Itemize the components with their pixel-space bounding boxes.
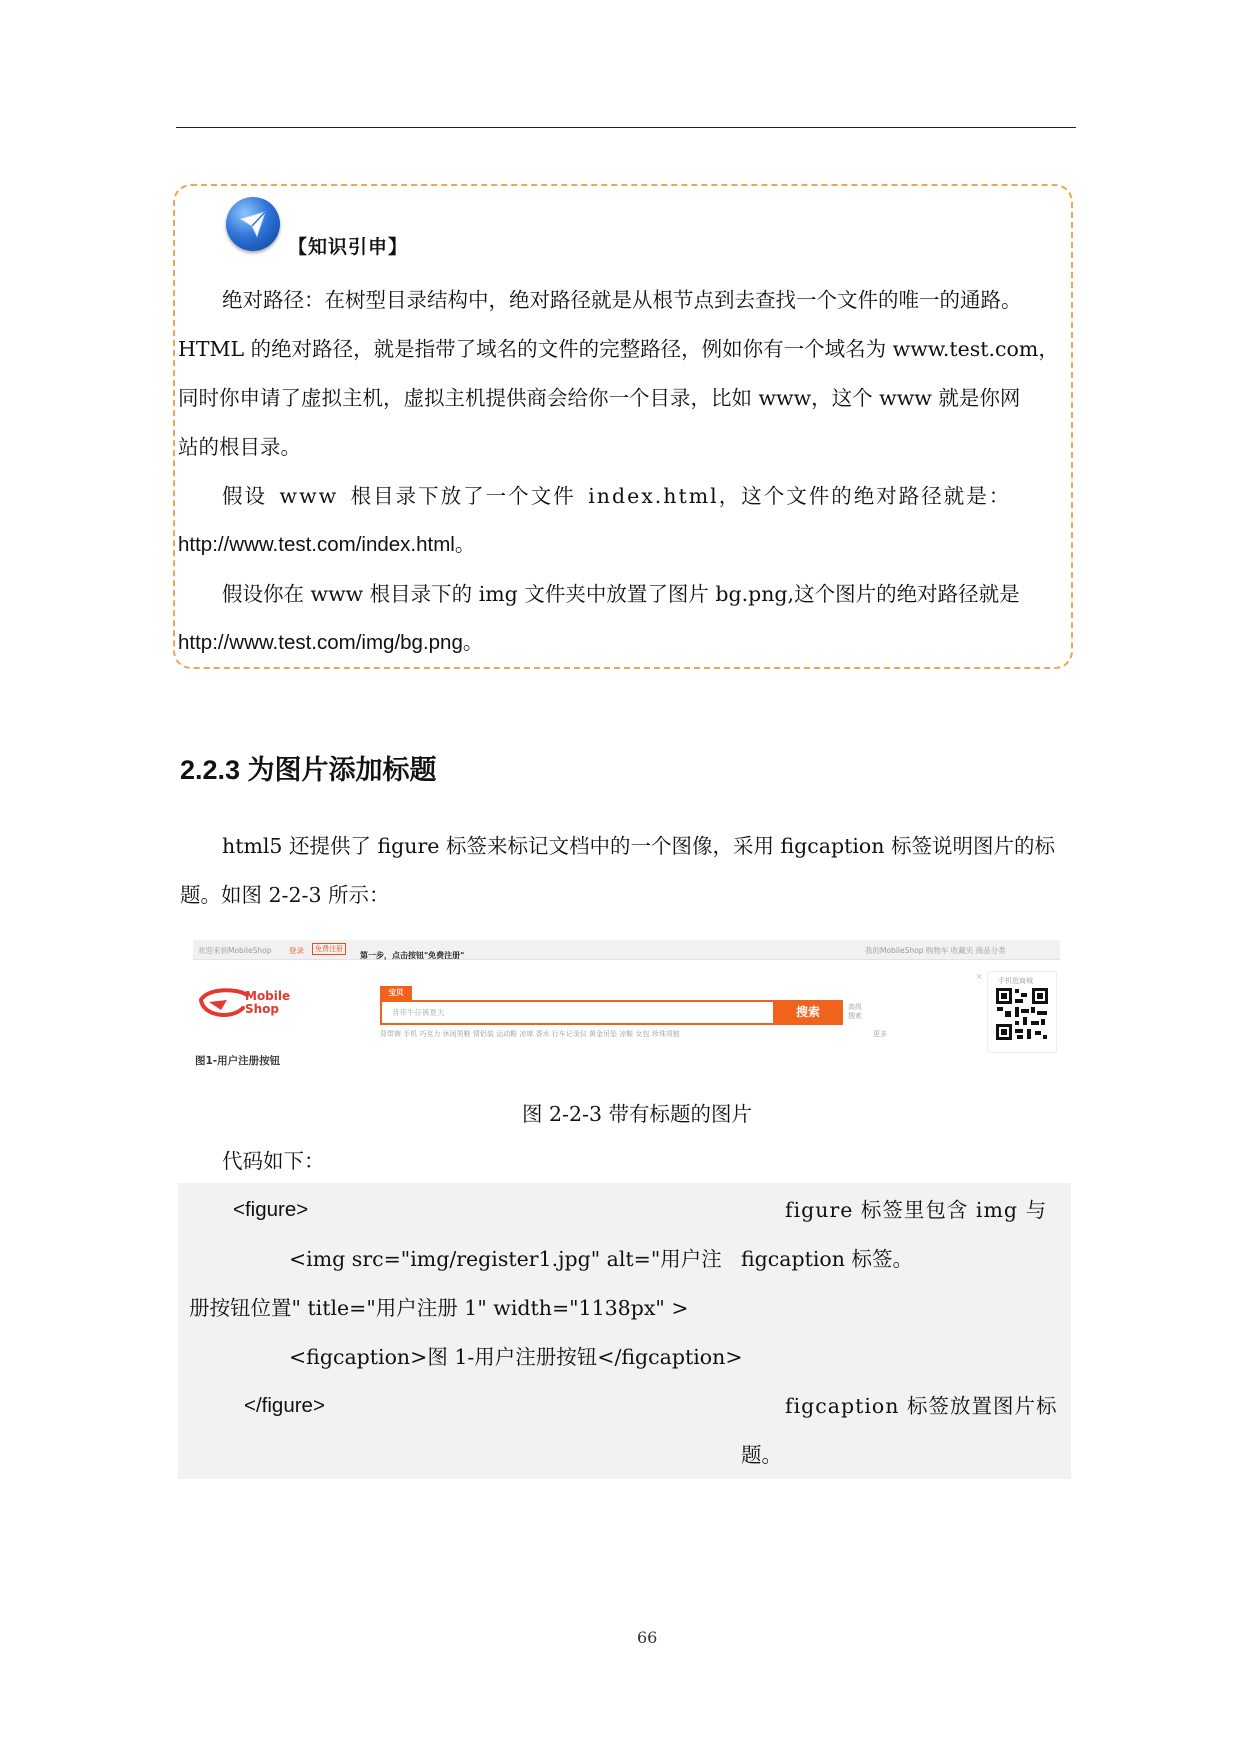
screenshot-qr-label: 手机逛商城	[998, 977, 1033, 985]
code-note-line: figcaption 标签放置图片标	[785, 1394, 1058, 1418]
screenshot-search-tab: 宝贝	[380, 986, 412, 1000]
screenshot-search-button: 搜索	[773, 1000, 843, 1025]
body-paragraph-line: html5 还提供了 figure 标签来标记文档中的一个图像，采用 figcaption 标签说明图片的标	[222, 834, 1055, 858]
knowledge-line: 同时你申请了虚拟主机，虚拟主机提供商会给你一个目录，比如 www，这个 www 就是你网	[178, 386, 1021, 410]
screenshot-advanced-search: 高级搜索	[848, 1003, 862, 1020]
code-block	[178, 1183, 1071, 1479]
page-number: 66	[637, 1628, 658, 1647]
code-note-line: 题。	[741, 1443, 782, 1467]
screenshot-figcaption: 图1-用户注册按钮	[195, 1055, 281, 1067]
code-line: <figure>	[233, 1198, 309, 1221]
code-line: <img src="img/register1.jpg" alt="用户注	[289, 1247, 722, 1271]
knowledge-line: http://www.test.com/img/bg.png。	[178, 631, 484, 654]
code-note-line: figcaption 标签。	[741, 1247, 913, 1271]
paper-plane-icon	[226, 197, 280, 251]
screenshot-search-placeholder: 背带牛仔裤夏天	[392, 1008, 445, 1017]
logo-text-mobile: Mobile	[245, 989, 291, 1003]
screenshot-register-button: 免费注册	[312, 943, 346, 955]
body-paragraph-line: 题。如图 2-2-3 所示：	[180, 883, 390, 907]
figure-caption: 图 2-2-3 带有标题的图片	[522, 1102, 753, 1126]
knowledge-line: 绝对路径：在树型目录结构中，绝对路径就是从根节点到去查找一个文件的唯一的通路。	[222, 288, 1022, 312]
code-line: <figcaption>图 1-用户注册按钮</figcaption>	[289, 1345, 743, 1369]
section-heading: 2.2.3 为图片添加标题	[180, 755, 437, 785]
mobileshop-logo-icon	[197, 986, 251, 1022]
knowledge-line: http://www.test.com/index.html。	[178, 533, 476, 556]
code-line: 册按钮位置" title="用户注册 1" width="1138px" >	[189, 1296, 689, 1320]
knowledge-line: 假设 www 根目录下放了一个文件 index.html，这个文件的绝对路径就是：	[222, 484, 1012, 508]
screenshot-search-box	[380, 1000, 843, 1025]
screenshot-more-link: 更多	[873, 1030, 887, 1038]
logo-text-shop: Shop	[245, 1002, 280, 1016]
screenshot-login-link: 登录	[289, 946, 304, 955]
knowledge-line: HTML 的绝对路径，就是指带了域名的文件的完整路径，例如你有一个域名为 www.test.com，	[178, 337, 1059, 361]
knowledge-title: 【知识引申】	[288, 236, 409, 258]
figure-screenshot	[193, 940, 1060, 1075]
qr-code-icon	[995, 987, 1049, 1041]
knowledge-line: 站的根目录。	[178, 435, 301, 459]
header-rule	[176, 127, 1076, 128]
code-intro: 代码如下：	[222, 1149, 325, 1173]
screenshot-welcome: 欢迎来到MobileShop	[198, 946, 272, 955]
knowledge-line: 假设你在 www 根目录下的 img 文件夹中放置了图片 bg.png,这个图片的绝对路径就是	[222, 582, 1020, 606]
screenshot-hot-words: 背带裤 手机 巧克力 休闲男鞋 情侣装 运动鞋 凉席 香水 行车记录仪 黄金吊坠 凉鞋 女包 珍珠项链	[380, 1030, 680, 1038]
code-line: </figure>	[244, 1394, 325, 1417]
code-note-line: figure 标签里包含 img 与	[785, 1198, 1048, 1222]
screenshot-step-note: 第一步，点击按钮"免费注册"	[360, 951, 465, 960]
screenshot-top-links: 我的MobileShop 购物车 收藏夹 商品分类	[865, 946, 1006, 955]
close-icon: ×	[976, 972, 983, 981]
